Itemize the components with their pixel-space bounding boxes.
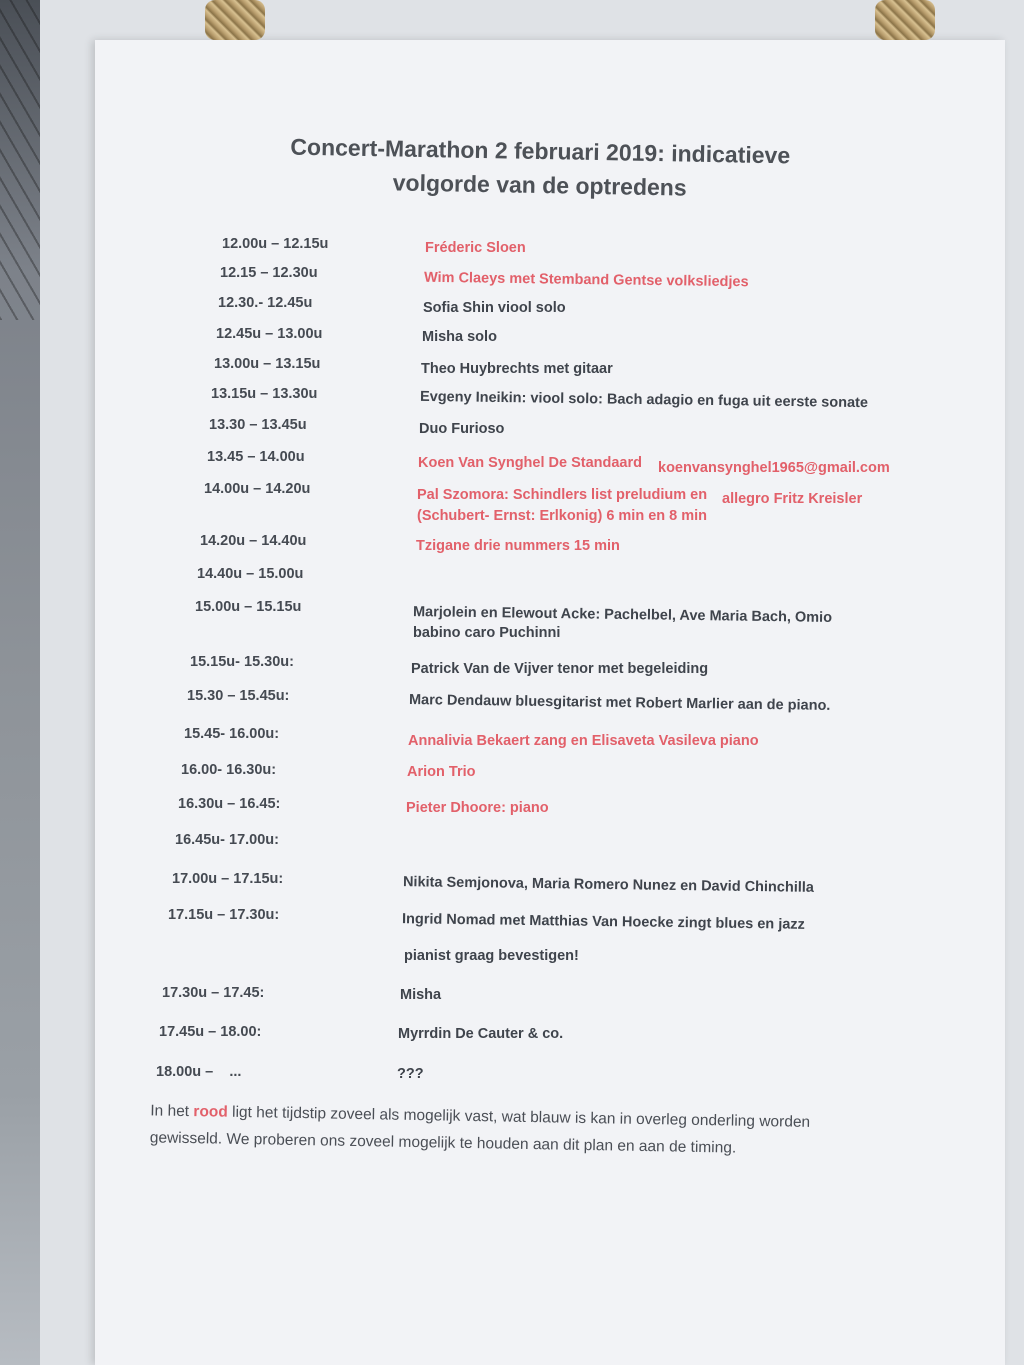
act-cell: Marc Dendauw bluesgitarist met Robert Marlier aan de piano. xyxy=(408,692,831,714)
act-cell: Tzigane drie nummers 15 min xyxy=(416,538,620,554)
footnote-red-word: rood xyxy=(193,1103,228,1121)
act-cell-line2: (Schubert- Ernst: Erlkonig) 6 min en 8 min xyxy=(417,508,708,524)
footnote-post: ligt het tijdstip zoveel als mogelijk vast, wat blauw is kan in overleg onderling worden xyxy=(227,1103,811,1131)
time-cell: 17.45u – 18.00: xyxy=(159,1024,262,1040)
hanging-string-left xyxy=(205,0,265,40)
act-cell: Patrick Van de Vijver tenor met begeleiding xyxy=(411,661,709,677)
time-cell: 16.30u – 16.45: xyxy=(178,796,281,812)
time-cell: 15.45- 16.00u: xyxy=(184,726,280,742)
act-email: koenvansynghel1965@gmail.com xyxy=(658,460,890,476)
act-cell: Ingrid Nomad met Matthias Van Hoecke zingt blues en jazz xyxy=(401,911,805,933)
act-cell: Pal Szomora: Schindlers list preludium en xyxy=(417,487,708,503)
act-cell: Evgeny Ineikin: viool solo: Bach adagio en fuga uit eerste sonate xyxy=(419,388,869,412)
page-title xyxy=(179,128,900,209)
time-cell: 13.45 – 14.00u xyxy=(207,449,305,465)
time-cell: 17.00u – 17.15u: xyxy=(172,871,284,887)
time-cell: 12.30.- 12.45u xyxy=(218,295,313,311)
time-cell: 13.00u – 13.15u xyxy=(214,356,321,372)
act-cell-line2: babino caro Puchinni xyxy=(413,625,561,641)
act-cell: Arion Trio xyxy=(407,764,476,780)
footnote-line-2: gewisseld. We proberen ons zoveel mogelijk te houden aan dit plan en aan de timing. xyxy=(149,1129,737,1157)
time-cell: 14.00u – 14.20u xyxy=(204,481,311,497)
time-cell: 14.20u – 14.40u xyxy=(200,533,307,549)
time-cell: 15.00u – 15.15u xyxy=(195,599,302,615)
act-cell: Annalivia Bekaert zang en Elisaveta Vasileva piano xyxy=(408,733,759,749)
footnote-pre: In het xyxy=(150,1102,194,1121)
act-extra: allegro Fritz Kreisler xyxy=(722,491,863,507)
time-cell: 12.45u – 13.00u xyxy=(216,326,323,342)
time-cell: 18.00u – ... xyxy=(156,1064,242,1080)
time-cell: 13.30 – 13.45u xyxy=(209,417,307,433)
act-cell-line2: pianist graag bevestigen! xyxy=(404,948,579,964)
act-cell: Marjolein en Elewout Acke: Pachelbel, Ave Maria Bach, Omio xyxy=(412,604,833,626)
act-cell: Koen Van Synghel De Standaard xyxy=(418,455,642,471)
time-cell: 14.40u – 15.00u xyxy=(197,566,304,582)
time-cell: 12.15 – 12.30u xyxy=(220,265,318,281)
act-cell: Sofia Shin viool solo xyxy=(423,300,566,316)
act-cell: Myrrdin De Cauter & co. xyxy=(398,1026,564,1042)
act-cell: Fréderic Sloen xyxy=(425,240,526,256)
title-line-1: Concert-Marathon 2 februari 2019: indicatieve xyxy=(290,133,791,169)
time-cell: 15.30 – 15.45u: xyxy=(187,688,290,704)
time-cell: 15.15u- 15.30u: xyxy=(190,654,294,670)
time-cell: 16.45u- 17.00u: xyxy=(175,832,279,848)
act-cell: Nikita Semjonova, Maria Romero Nunez en David Chinchilla xyxy=(402,874,815,896)
time-cell: 12.00u – 12.15u xyxy=(222,236,329,252)
time-cell: 17.30u – 17.45: xyxy=(162,985,265,1001)
title-line-2: volgorde van de optredens xyxy=(392,169,687,201)
act-cell: Misha solo xyxy=(422,329,497,345)
act-cell: Misha xyxy=(400,987,442,1003)
act-cell: Duo Furioso xyxy=(419,421,505,437)
time-cell: 16.00- 16.30u: xyxy=(181,762,277,778)
time-cell: 13.15u – 13.30u xyxy=(211,386,318,402)
act-cell: Pieter Dhoore: piano xyxy=(406,800,549,816)
act-cell: Wim Claeys met Stemband Gentse volksliedjes xyxy=(423,269,749,291)
time-cell: 17.15u – 17.30u: xyxy=(168,907,280,923)
hanging-string-right xyxy=(875,0,935,40)
act-cell: Theo Huybrechts met gitaar xyxy=(421,361,613,377)
act-cell: ??? xyxy=(397,1066,424,1082)
